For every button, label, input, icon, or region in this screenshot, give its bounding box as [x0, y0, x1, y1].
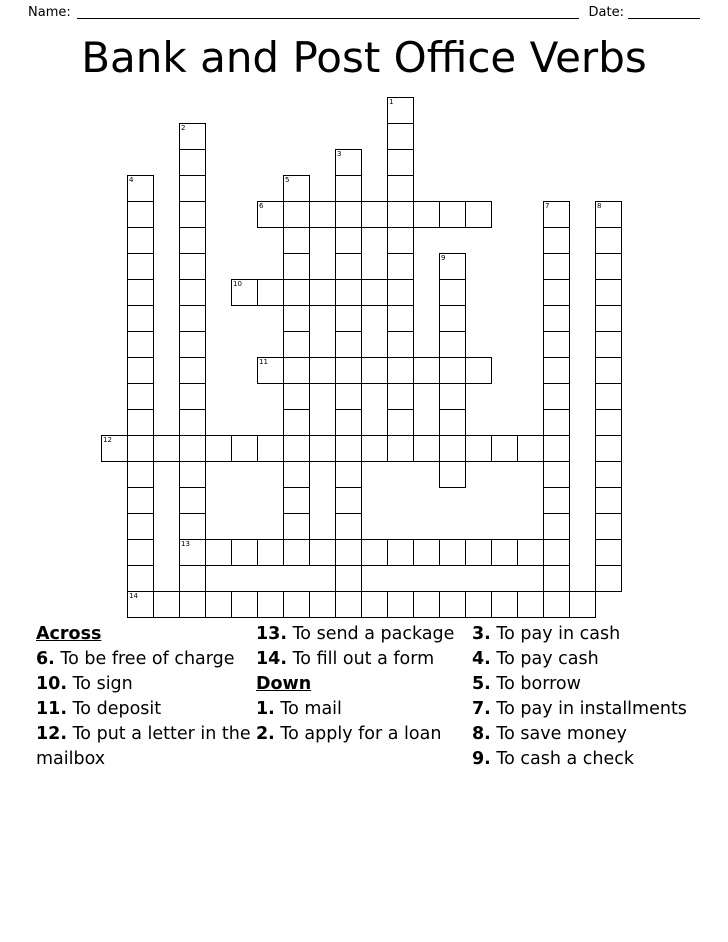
grid-cell[interactable]	[283, 591, 310, 618]
clue-down-3	[472, 622, 692, 647]
clue-number: 9.	[472, 749, 491, 769]
grid-cell[interactable]	[491, 539, 518, 566]
grid-cell[interactable]	[543, 539, 570, 566]
grid-cell[interactable]	[439, 201, 466, 228]
grid-cell[interactable]	[595, 227, 622, 254]
grid-cell[interactable]	[127, 435, 154, 462]
grid-cell[interactable]	[517, 539, 544, 566]
grid-cell[interactable]	[257, 539, 284, 566]
grid-cell[interactable]	[179, 461, 206, 488]
clue-number: 6.	[36, 649, 55, 669]
grid-cell[interactable]	[543, 253, 570, 280]
grid-cell[interactable]	[127, 253, 154, 280]
grid-cell[interactable]	[465, 201, 492, 228]
grid-cell[interactable]	[179, 331, 206, 358]
grid-cell[interactable]	[335, 409, 362, 436]
grid-cell[interactable]	[127, 175, 154, 202]
grid-cell[interactable]	[179, 591, 206, 618]
grid-cell[interactable]	[335, 175, 362, 202]
grid-cell[interactable]	[595, 487, 622, 514]
grid-cell[interactable]	[179, 513, 206, 540]
grid-cell[interactable]	[335, 435, 362, 462]
grid-cell[interactable]	[231, 539, 258, 566]
grid-cell[interactable]	[517, 591, 544, 618]
grid-cell[interactable]	[543, 591, 570, 618]
grid-cell[interactable]	[387, 357, 414, 384]
grid-cell[interactable]	[595, 565, 622, 592]
grid-cell[interactable]	[387, 201, 414, 228]
grid-cell[interactable]	[439, 539, 466, 566]
down-heading: Down	[256, 674, 312, 694]
clue-down-5	[472, 672, 692, 697]
grid-cell[interactable]	[595, 461, 622, 488]
grid-cell[interactable]	[127, 305, 154, 332]
grid-cell[interactable]	[465, 435, 492, 462]
grid-cell[interactable]	[361, 357, 388, 384]
grid-cell[interactable]	[205, 591, 232, 618]
grid-cell[interactable]	[595, 357, 622, 384]
clue-down-9	[472, 747, 692, 772]
clue-text: To send a package	[292, 624, 455, 644]
grid-cell-number: 7	[545, 202, 550, 210]
grid-cell[interactable]	[283, 409, 310, 436]
grid-cell[interactable]	[231, 435, 258, 462]
clue-number: 1.	[256, 699, 275, 719]
date-label: Date:	[588, 4, 624, 20]
grid-cell[interactable]	[335, 513, 362, 540]
grid-cell[interactable]	[283, 331, 310, 358]
clue-text: To pay in cash	[496, 624, 621, 644]
grid-cell[interactable]	[179, 565, 206, 592]
grid-cell[interactable]	[283, 435, 310, 462]
grid-cell-number: 12	[103, 436, 112, 444]
grid-cell[interactable]	[127, 539, 154, 566]
grid-cell[interactable]	[283, 201, 310, 228]
grid-cell-number: 3	[337, 150, 342, 158]
grid-cell[interactable]	[361, 435, 388, 462]
grid-cell[interactable]	[283, 383, 310, 410]
grid-cell[interactable]	[439, 409, 466, 436]
grid-cell[interactable]	[335, 201, 362, 228]
grid-cell[interactable]	[283, 539, 310, 566]
grid-cell[interactable]	[465, 539, 492, 566]
grid-cell[interactable]	[361, 539, 388, 566]
grid-cell[interactable]	[491, 435, 518, 462]
grid-cell[interactable]	[595, 513, 622, 540]
grid-cell[interactable]	[309, 357, 336, 384]
grid-cell[interactable]	[179, 279, 206, 306]
grid-cell[interactable]	[127, 227, 154, 254]
grid-cell[interactable]	[543, 305, 570, 332]
clue-number: 7.	[472, 699, 491, 719]
grid-cell[interactable]	[543, 201, 570, 228]
grid-cell[interactable]	[283, 357, 310, 384]
grid-cell[interactable]	[127, 461, 154, 488]
grid-cell[interactable]	[387, 97, 414, 124]
grid-cell[interactable]	[387, 305, 414, 332]
grid-cell[interactable]	[595, 253, 622, 280]
grid-cell[interactable]	[543, 383, 570, 410]
grid-cell[interactable]	[335, 149, 362, 176]
grid-cell-number: 4	[129, 176, 134, 184]
grid-cell[interactable]	[335, 461, 362, 488]
grid-cell[interactable]	[127, 383, 154, 410]
grid-cell-number: 6	[259, 202, 264, 210]
clue-across-14	[256, 647, 456, 672]
grid-cell-number: 5	[285, 176, 290, 184]
grid-cell[interactable]	[179, 539, 206, 566]
grid-cell[interactable]	[335, 279, 362, 306]
grid-cell[interactable]	[387, 123, 414, 150]
clue-number: 13.	[256, 624, 288, 644]
page-title: Bank and Post Office Verbs	[81, 33, 647, 82]
grid-cell[interactable]	[205, 435, 232, 462]
grid-cell[interactable]	[127, 409, 154, 436]
grid-cell[interactable]	[387, 331, 414, 358]
grid-cell[interactable]	[387, 149, 414, 176]
clue-text: To sign	[72, 674, 133, 694]
clue-number: 8.	[472, 724, 491, 744]
grid-cell[interactable]	[283, 487, 310, 514]
grid-cell[interactable]	[543, 227, 570, 254]
grid-cell[interactable]	[179, 227, 206, 254]
grid-cell[interactable]	[101, 435, 128, 462]
grid-cell[interactable]	[127, 357, 154, 384]
grid-cell[interactable]	[257, 591, 284, 618]
grid-cell[interactable]	[179, 435, 206, 462]
grid-cell-number: 14	[129, 592, 138, 600]
clue-number: 2.	[256, 724, 275, 744]
clue-text: To deposit	[72, 699, 162, 719]
clues-section	[36, 622, 700, 842]
grid-cell[interactable]	[179, 357, 206, 384]
clue-text: To put a letter in the mailbox	[36, 724, 251, 769]
grid-cell[interactable]	[335, 539, 362, 566]
grid-cell-number: 13	[181, 540, 190, 548]
grid-cell[interactable]	[439, 591, 466, 618]
grid-cell[interactable]	[543, 435, 570, 462]
grid-cell[interactable]	[257, 201, 284, 228]
grid-cell[interactable]	[127, 487, 154, 514]
grid-cell[interactable]	[543, 331, 570, 358]
header-fields	[28, 0, 700, 24]
grid-cell[interactable]	[309, 279, 336, 306]
grid-cell[interactable]	[413, 539, 440, 566]
clue-column-2	[256, 622, 456, 747]
grid-cell[interactable]	[439, 461, 466, 488]
grid-cell[interactable]	[595, 201, 622, 228]
grid-cell[interactable]	[439, 253, 466, 280]
grid-cell[interactable]	[257, 357, 284, 384]
grid-cell[interactable]	[179, 305, 206, 332]
grid-cell[interactable]	[543, 513, 570, 540]
clue-across-13	[256, 622, 456, 647]
grid-cell[interactable]	[309, 539, 336, 566]
grid-cell[interactable]	[205, 539, 232, 566]
clue-column-1	[36, 622, 251, 772]
grid-cell[interactable]	[413, 357, 440, 384]
grid-cell[interactable]	[543, 565, 570, 592]
grid-cell[interactable]	[595, 409, 622, 436]
grid-cell[interactable]	[413, 201, 440, 228]
grid-cell[interactable]	[309, 591, 336, 618]
grid-cell[interactable]	[387, 591, 414, 618]
grid-cell[interactable]	[465, 357, 492, 384]
clue-number: 12.	[36, 724, 68, 744]
clue-across-12	[36, 722, 251, 772]
clue-number: 4.	[472, 649, 491, 669]
grid-cell[interactable]	[413, 435, 440, 462]
grid-cell-number: 11	[259, 358, 268, 366]
grid-cell[interactable]	[439, 435, 466, 462]
clue-column-3	[472, 622, 692, 772]
grid-cell[interactable]	[179, 201, 206, 228]
grid-cell[interactable]	[387, 539, 414, 566]
grid-cell[interactable]	[543, 461, 570, 488]
grid-cell[interactable]	[387, 409, 414, 436]
grid-cell[interactable]	[231, 591, 258, 618]
clue-text: To pay in installments	[496, 699, 687, 719]
grid-cell[interactable]	[543, 279, 570, 306]
grid-cell[interactable]	[179, 487, 206, 514]
grid-cell[interactable]	[387, 253, 414, 280]
grid-cell[interactable]	[127, 201, 154, 228]
clue-text: To borrow	[496, 674, 581, 694]
grid-cell[interactable]	[179, 253, 206, 280]
grid-cell[interactable]	[127, 565, 154, 592]
grid-cell[interactable]	[257, 435, 284, 462]
grid-cell[interactable]	[543, 357, 570, 384]
grid-cell[interactable]	[283, 175, 310, 202]
clue-number: 10.	[36, 674, 68, 694]
grid-cell[interactable]	[361, 591, 388, 618]
grid-cell[interactable]	[283, 513, 310, 540]
grid-cell[interactable]	[361, 201, 388, 228]
date-input-rule[interactable]	[628, 5, 700, 19]
grid-cell[interactable]	[335, 357, 362, 384]
grid-cell[interactable]	[309, 435, 336, 462]
grid-cell[interactable]	[179, 123, 206, 150]
clue-down-2	[256, 722, 456, 747]
grid-cell[interactable]	[335, 253, 362, 280]
grid-cell[interactable]	[361, 279, 388, 306]
clue-text: To mail	[280, 699, 342, 719]
grid-cell[interactable]	[439, 279, 466, 306]
clue-down-1	[256, 697, 456, 722]
crossword-grid[interactable]	[0, 97, 728, 617]
grid-cell-number: 9	[441, 254, 446, 262]
grid-cell[interactable]	[569, 591, 596, 618]
grid-cell[interactable]	[439, 383, 466, 410]
grid-cell-number: 10	[233, 280, 242, 288]
grid-cell[interactable]	[335, 331, 362, 358]
grid-cell-number: 1	[389, 98, 394, 106]
grid-cell[interactable]	[543, 409, 570, 436]
grid-cell[interactable]	[335, 565, 362, 592]
grid-cell[interactable]	[127, 513, 154, 540]
grid-cell[interactable]	[127, 591, 154, 618]
grid-cell[interactable]	[335, 383, 362, 410]
grid-cell[interactable]	[439, 357, 466, 384]
grid-cell[interactable]	[595, 331, 622, 358]
grid-cell-number: 8	[597, 202, 602, 210]
grid-cell[interactable]	[127, 279, 154, 306]
grid-cell[interactable]	[335, 305, 362, 332]
grid-cell[interactable]	[257, 279, 284, 306]
across-heading: Across	[36, 624, 102, 644]
grid-cell[interactable]	[595, 383, 622, 410]
grid-cell[interactable]	[465, 591, 492, 618]
grid-cell[interactable]	[595, 539, 622, 566]
grid-cell[interactable]	[283, 253, 310, 280]
grid-cell[interactable]	[153, 591, 180, 618]
grid-cell[interactable]	[283, 305, 310, 332]
clue-text: To pay cash	[496, 649, 599, 669]
grid-cell[interactable]	[595, 435, 622, 462]
grid-cell[interactable]	[595, 305, 622, 332]
grid-cell[interactable]	[335, 227, 362, 254]
clue-down-8	[472, 722, 692, 747]
grid-cell[interactable]	[231, 279, 258, 306]
grid-cell[interactable]	[387, 435, 414, 462]
grid-cell[interactable]	[491, 591, 518, 618]
grid-cell[interactable]	[387, 383, 414, 410]
clue-number: 3.	[472, 624, 491, 644]
grid-cell[interactable]	[335, 591, 362, 618]
grid-cell[interactable]	[387, 227, 414, 254]
grid-cell[interactable]	[387, 175, 414, 202]
grid-cell[interactable]	[179, 175, 206, 202]
grid-cell[interactable]	[387, 279, 414, 306]
grid-cell[interactable]	[179, 409, 206, 436]
clue-number: 11.	[36, 699, 68, 719]
grid-cell[interactable]	[283, 227, 310, 254]
grid-cell[interactable]	[179, 383, 206, 410]
clue-text: To fill out a form	[292, 649, 435, 669]
name-input-rule[interactable]	[77, 5, 579, 19]
clue-across-10	[36, 672, 251, 697]
grid-cell-number: 2	[181, 124, 186, 132]
grid-cell[interactable]	[309, 201, 336, 228]
clue-text: To save money	[496, 724, 627, 744]
clue-across-6	[36, 647, 251, 672]
clue-across-11	[36, 697, 251, 722]
clue-down-4	[472, 647, 692, 672]
grid-cell[interactable]	[543, 487, 570, 514]
grid-cell[interactable]	[153, 435, 180, 462]
grid-cell[interactable]	[517, 435, 544, 462]
grid-cell[interactable]	[283, 279, 310, 306]
grid-cell[interactable]	[595, 279, 622, 306]
clue-text: To be free of charge	[60, 649, 235, 669]
clue-text: To apply for a loan	[280, 724, 442, 744]
grid-cell[interactable]	[439, 331, 466, 358]
clue-text: To cash a check	[496, 749, 635, 769]
grid-cell[interactable]	[413, 591, 440, 618]
grid-cell[interactable]	[335, 487, 362, 514]
clue-number: 5.	[472, 674, 491, 694]
grid-cell[interactable]	[179, 149, 206, 176]
grid-cell[interactable]	[127, 331, 154, 358]
clue-number: 14.	[256, 649, 288, 669]
name-label: Name:	[28, 4, 71, 20]
grid-cell[interactable]	[283, 461, 310, 488]
grid-cell[interactable]	[439, 305, 466, 332]
clue-down-7	[472, 697, 692, 722]
